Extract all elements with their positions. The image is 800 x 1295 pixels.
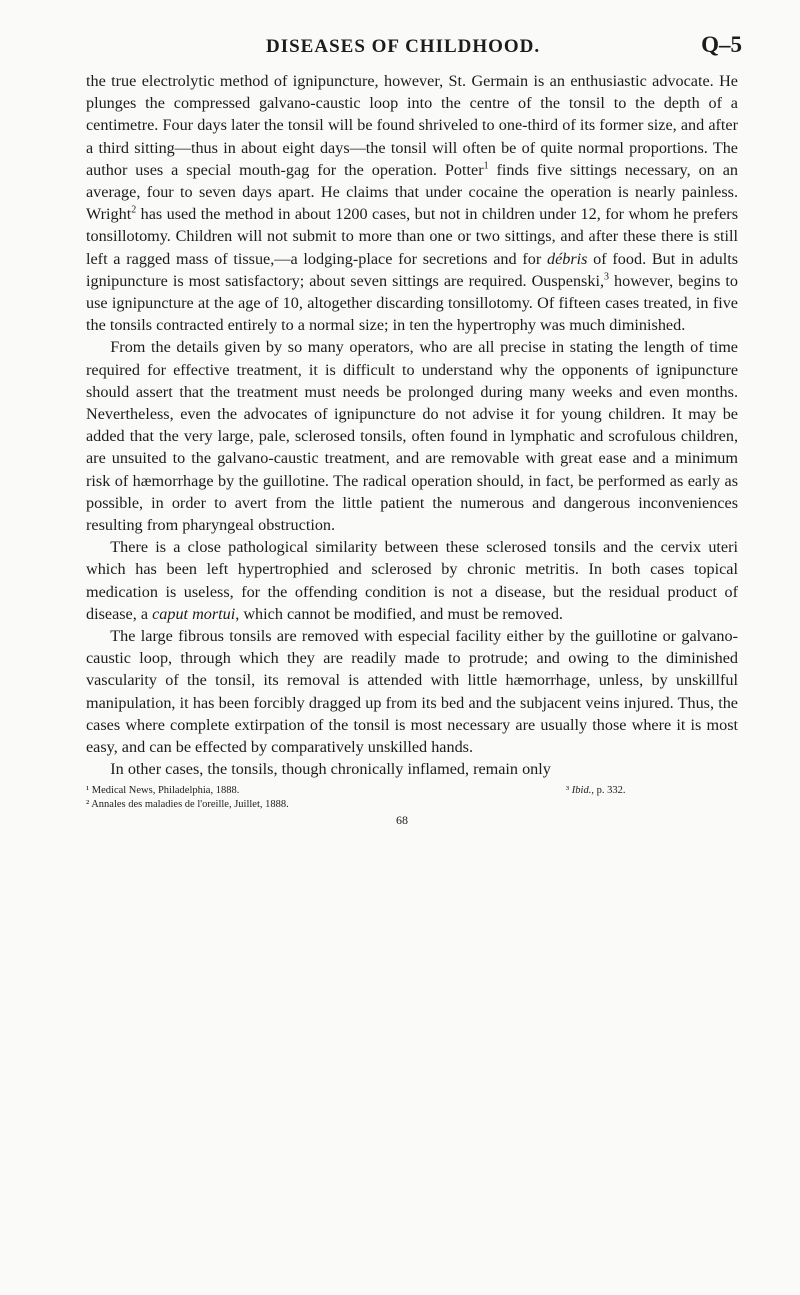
body-text <box>86 70 738 781</box>
footnote-ref: 2 <box>131 204 137 216</box>
document-page <box>86 30 742 828</box>
footnote-ref: 1 <box>483 160 489 172</box>
text-run: however, begins to use ignipuncture at the age of 10, altogether discarding tonsillotomy. Of fifteen cases treated, in five the tonsils contracted entirely to a normal size; in ten the hypertrophy was much diminished. <box>86 271 739 335</box>
text-run: the true electrolytic method of ignipuncture, however, St. Germain is an enthusiastic advocate. He plunges the compressed galvano-caustic loop into the centre of the tonsil to the depth of a centimetre. Four days later the tonsil will be found shriveled to one-third of its former size, and after a third sitting—thus in about eight days—the tonsil will often be of quite normal proportions. The author uses a special mouth-gag for the operation. Potter <box>86 72 738 179</box>
footnote-3: ³ Ibid., p. 332. <box>566 784 626 796</box>
paragraph <box>86 70 738 336</box>
running-head: DISEASES OF CHILDHOOD. <box>266 36 541 57</box>
paragraph <box>86 536 738 625</box>
text-run: From the details given by so many operators, who are all precise in stating the length of time required for effective treatment, it is difficult to understand why the opponents of ignipuncture should assert that the treatment must needs be prolonged during many weeks and even months. Nevertheless, even the advocates of ignipuncture do not advise it for young children. It may be added that the very large, pale, sclerosed tonsils, often found in lymphatic and scrofulous children, are unsuited to the galvano-caustic treatment, and are removable with great ease and a minimum risk of hæmorrhage by the guillotine. The radical operation should, in fact, be performed as early as possible, in order to avert from the little patient the numerous and dangerous inconveniences resulting from pharyngeal obstruction. <box>86 338 738 535</box>
text-run: The large fibrous tonsils are removed with especial facility either by the guillotine or galvano-caustic loop, through which they are readily made to protrude; and owing to the diminished vascularity of the tonsil, its removal is attended with little hæmorrhage, unless, by unskillful manipulation, it has been forcibly dragged up from its bed and the subjacent veins injured. Thus, the cases where complete extirpation of the tonsil is most necessary are usually those where it is most easy, and can be effected by comparatively unskilled hands. <box>86 627 738 757</box>
text-run: of food. But in adults ignipuncture is most satisfactory; about seven sittings are required. Ouspenski, <box>86 249 738 290</box>
footnote-1: ¹ Medical News, Philadelphia, 1888. <box>86 784 240 796</box>
page-number: 68 <box>396 812 408 827</box>
text-run: , which cannot be modified, and must be removed. <box>235 604 563 623</box>
section-mark: Q–5 <box>701 32 742 57</box>
text-run: In other cases, the tonsils, though chronically inflamed, remain only <box>110 760 551 779</box>
text-run: There is a close pathological similarity between these sclerosed tonsils and the cervix uteri which has been left hypertrophied and sclerosed by chronic metritis. In both cases topical medication is useless, for the offending condition is not a disease, but the residual product of disease, a <box>86 538 738 623</box>
text-run: débris <box>546 249 588 268</box>
footnotes <box>86 784 738 812</box>
paragraph <box>86 758 738 780</box>
text-run: has used the method in about 1200 cases, but not in children under 12, for whom he prefers tonsillotomy. Children will not submit to more than one or two sittings, and after these there is still left a ragged mass of tissue,—a lodging-place for secretions and for <box>86 205 738 268</box>
footnote-2: ² Annales des maladies de l'oreille, Juillet, 1888. <box>86 798 289 810</box>
paragraph <box>86 336 738 536</box>
footnote-row <box>86 798 738 812</box>
paragraph <box>86 625 738 758</box>
text-run: finds five sittings necessary, on an average, four to seven days apart. He claims that under cocaine the operation is nearly painless. Wright <box>86 160 738 224</box>
page-header <box>86 30 742 70</box>
footnote-row <box>86 784 738 798</box>
footnote-ref: 3 <box>604 271 609 283</box>
text-run: caput mortui <box>152 604 236 623</box>
